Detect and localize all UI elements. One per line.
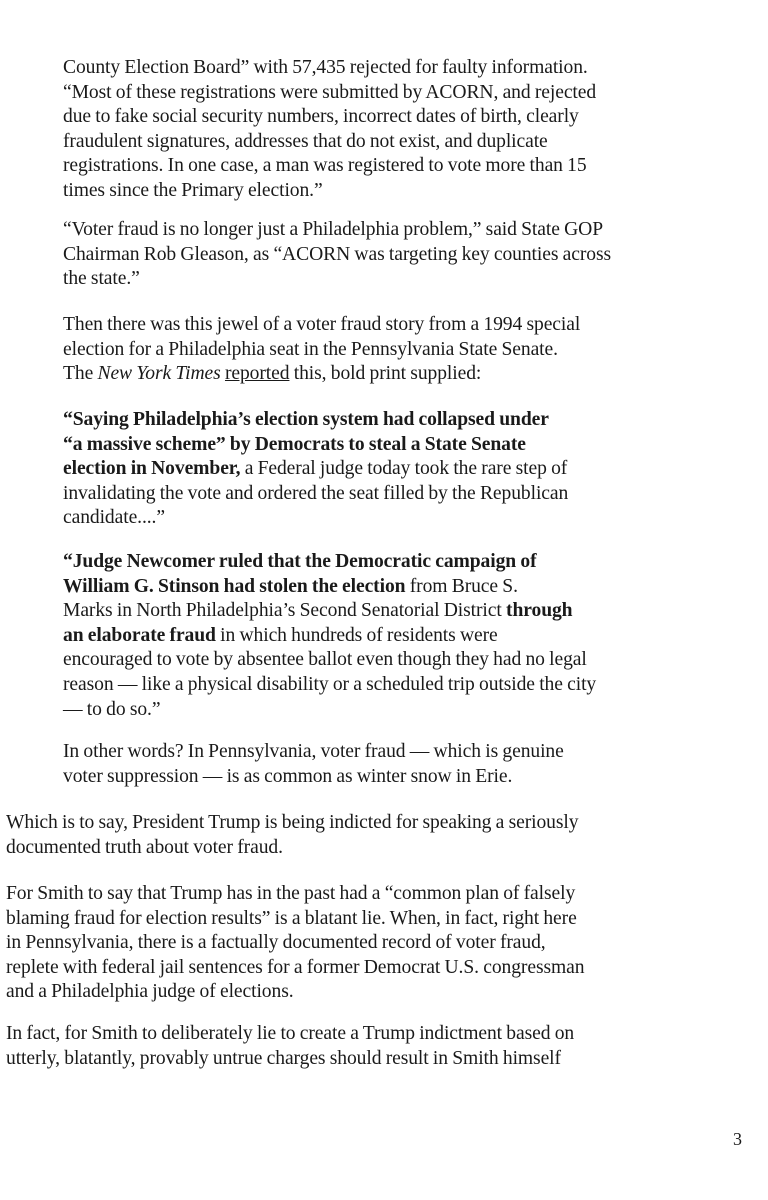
text-line [6,1047,746,1072]
text-segment: and a Philadelphia judge of elections. [6,981,294,1003]
text-line [63,218,743,243]
paragraph-p9 [6,1022,746,1071]
text-segment: in which hundreds of residents were [215,624,498,646]
text-line [63,81,743,106]
text-line [63,433,743,458]
text-segment: invalidating the vote and ordered the seat filled by the Republican [63,482,569,504]
bold-emphasis: through [506,600,573,622]
paragraph-p6 [63,740,743,789]
text-line [63,179,743,204]
text-line [63,267,743,292]
paragraph-p8 [6,882,746,1005]
text-segment: in Pennsylvania, there is a factually documented record of voter fraud, [6,932,546,954]
text-segment: registrations. In one case, a man was registered to vote more than 15 [63,155,587,177]
text-segment: reason — like a physical disability or a scheduled trip outside the city [63,673,597,695]
text-segment: from Bruce S. [405,575,518,597]
text-segment: Marks in North Philadelphia’s Second Senatorial District [63,600,507,622]
text-segment: fraudulent signatures, addresses that do not exist, and duplicate [63,130,548,152]
text-segment: replete with federal jail sentences for a former Democrat U.S. congressman [6,956,585,978]
bold-emphasis: “Saying Philadelphia’s election system had collapsed under [63,409,549,430]
text-segment: documented truth about voter fraud. [6,836,283,858]
text-line [63,648,743,673]
page-number: 3 [733,1129,742,1149]
text-line [6,1022,746,1047]
bold-emphasis: “a massive scheme” by Democrats to steal a State Senate [63,433,526,455]
text-segment: times since the Primary election.” [63,179,323,201]
paragraph-p2 [63,218,743,292]
paragraph-p5 [63,550,743,722]
text-line [6,956,746,981]
text-line [63,56,743,81]
text-segment: blaming fraud for election results” is a blatant lie. When, in fact, right here [6,907,577,929]
text-line [63,673,743,698]
text-segment: voter suppression — is as common as winter snow in Erie. [63,765,513,787]
text-line [63,338,743,363]
text-segment: — to do so.” [63,698,161,720]
text-line [6,907,746,932]
publication-title: New York Times [97,363,221,385]
text-segment: “Voter fraud is no longer just a Philadelphia problem,” said State GOP [63,219,604,240]
text-segment: candidate....” [63,507,165,529]
paragraph-p4 [63,408,743,531]
text-line [63,765,743,790]
text-segment: the state.” [63,268,140,290]
text-line [63,130,743,155]
text-line [63,154,743,179]
text-segment: this, bold print supplied: [289,363,482,385]
text-line [63,243,743,268]
text-line [63,362,743,387]
text-line [63,313,743,338]
text-line [63,105,743,130]
text-segment: In other words? In Pennsylvania, voter fraud — which is genuine [63,741,564,762]
text-line [6,980,746,1005]
text-segment: a Federal judge today took the rare step of [240,458,568,480]
text-segment: Chairman Rob Gleason, as “ACORN was targeting key counties across [63,243,612,265]
reported-link[interactable]: reported [224,363,290,385]
text-segment: County Election Board” with 57,435 rejected for faulty information. [63,57,588,78]
text-segment: Then there was this jewel of a voter fraud story from a 1994 special [63,314,581,335]
paragraph-p3 [63,313,743,387]
bold-emphasis: “Judge Newcomer ruled that the Democratic campaign of [63,551,537,572]
text-segment: “Most of these registrations were submitted by ACORN, and rejected [63,81,597,103]
text-line [63,740,743,765]
text-line [6,931,746,956]
text-segment: The [63,363,98,385]
text-line [6,836,746,861]
paragraph-p1 [63,56,743,204]
text-line [6,882,746,907]
text-line [6,811,746,836]
text-line [63,482,743,507]
text-line [63,624,743,649]
text-segment: For Smith to say that Trump has in the past had a “common plan of falsely [6,883,576,904]
bold-emphasis: an elaborate fraud [63,624,216,646]
text-line [63,599,743,624]
text-line [63,550,743,575]
bold-emphasis: election in November, [63,458,241,480]
text-line [63,506,743,531]
text-segment: Which is to say, President Trump is being indicted for speaking a seriously [6,812,579,833]
text-line [63,698,743,723]
text-segment: In fact, for Smith to deliberately lie to create a Trump indictment based on [6,1023,575,1044]
text-line [63,408,743,433]
text-segment: due to fake social security numbers, incorrect dates of birth, clearly [63,106,579,128]
text-segment: encouraged to vote by absentee ballot even though they had no legal [63,649,587,671]
text-line [63,575,743,600]
text-line [63,457,743,482]
text-segment: election for a Philadelphia seat in the Pennsylvania State Senate. [63,338,558,360]
text-segment: utterly, blatantly, provably untrue charges should result in Smith himself [6,1047,561,1069]
bold-emphasis: William G. Stinson had stolen the election [63,575,406,597]
paragraph-p7 [6,811,746,860]
